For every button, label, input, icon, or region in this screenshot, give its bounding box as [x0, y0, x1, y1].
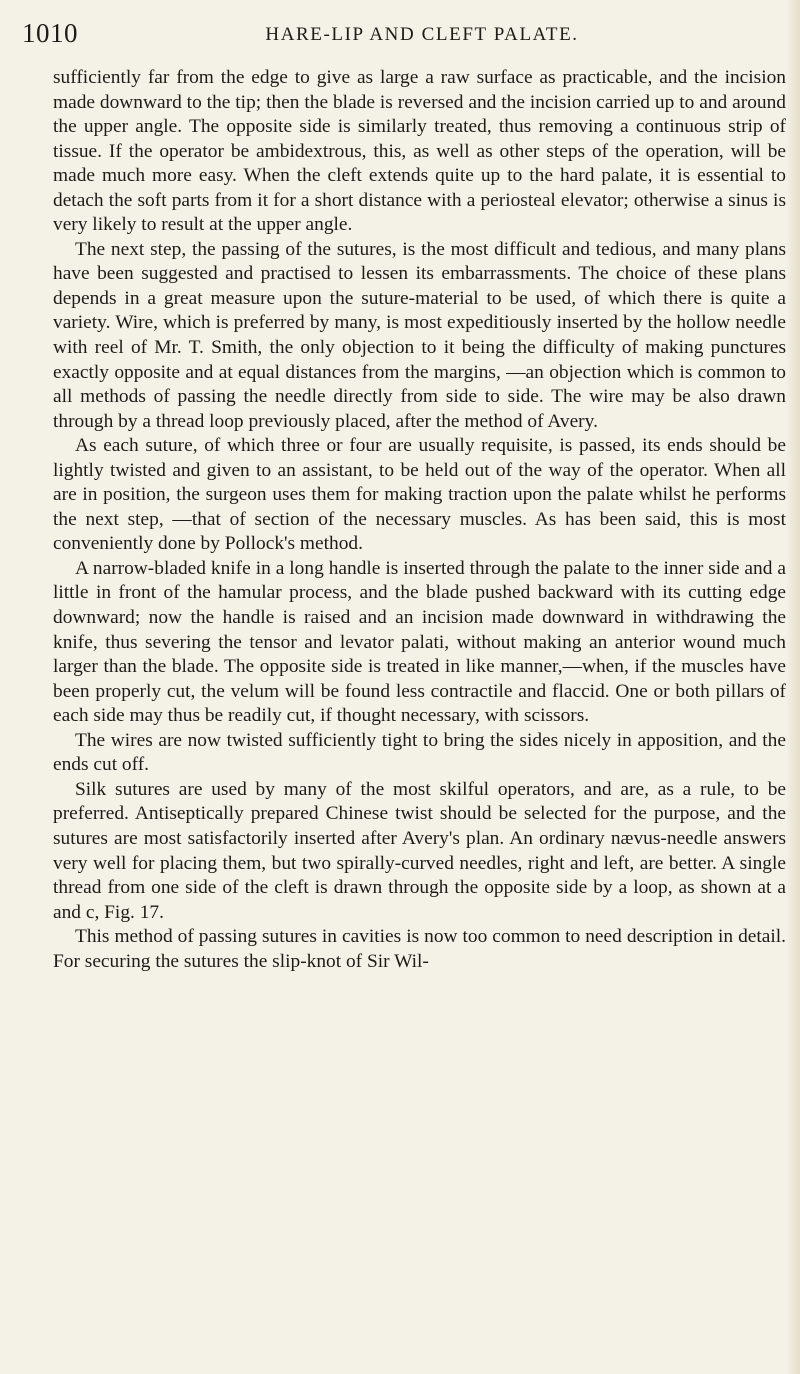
- page-edge-shadow: [786, 0, 800, 1374]
- page-number: 1010: [22, 18, 78, 48]
- paragraph-method: This method of passing sutures in cavities is now too common to need description in detail. For securing the sutures the slip-knot of Sir Wil-: [53, 926, 786, 972]
- body-text: [53, 66, 786, 974]
- running-title: HARE-LIP AND CLEFT PALATE.: [265, 24, 579, 45]
- paragraph-wires: The wires are now twisted sufficiently tight to bring the sides nicely in apposition, and the ends cut off.: [53, 729, 786, 776]
- page-header: [22, 16, 792, 52]
- paragraph-knife: A narrow-bladed knife in a long handle is inserted through the palate to the inner side and a little in front of the hamular process, and the blade pushed backward with its cutting edge downward; now the handle is raised and an incision made downward in withdrawing the knife, thus severing the tensor and levator palati, without making an anterior wound much larger than the blade. The opposite side is treated in like manner,—when, if the muscles have been properly cut, the velum will be found less contractile and flaccid. One or both pillars of each side may thus be readily cut, if thought necessary, with scissors.: [53, 557, 786, 727]
- paragraph-silk: Silk sutures are used by many of the most skilful operators, and are, as a rule, to be preferred. Antiseptically prepared Chinese twist should be selected for the purpose, and the sutures are most satisfactorily inserted after Avery's plan. An ordinary nævus-needle answers very well for placing them, but two spirally-curved needles, right and left, are better. A single thread from one side of the cleft is drawn through the opposite side by a loop, as shown at a and c, Fig. 17.: [53, 778, 786, 923]
- paragraph-traction: As each suture, of which three or four are usually requisite, is passed, its ends should be lightly twisted and given to an assistant, to be held out of the way of the operator. When all are in position, the surgeon uses them for making traction upon the palate whilst he performs the next step, —that of section of the necessary muscles. As has been said, this is most conveniently done by Pollock's method.: [53, 435, 786, 555]
- paragraph-sutures: The next step, the passing of the sutures, is the most difficult and tedious, and many plans have been suggested and practised to lessen its embarrassments. The choice of these plans depends in a great measure upon the suture-material to be used, of which there is quite a variety. Wire, which is preferred by many, is most expeditiously inserted by the hollow needle with reel of Mr. T. Smith, the only objection to it being the difficulty of making punctures exactly opposite and at equal distances from the margins, —an objection which is common to all methods of passing the needle directly from side to side. The wire may be also drawn through by a thread loop previously placed, after the method of Avery.: [53, 238, 786, 432]
- paragraph-continued: sufficiently far from the edge to give as large a raw surface as practicable, and the incision made downward to the tip; then the blade is reversed and the incision carried up to and around the upper angle. The opposite side is similarly treated, thus removing a continuous strip of tissue. If the operator be ambidextrous, this, as well as other steps of the operation, will be made much more easy. When the cleft extends quite up to the hard palate, it is essential to detach the soft parts from it for a short distance with a periosteal elevator; otherwise a sinus is very likely to result at the upper angle.: [53, 67, 786, 236]
